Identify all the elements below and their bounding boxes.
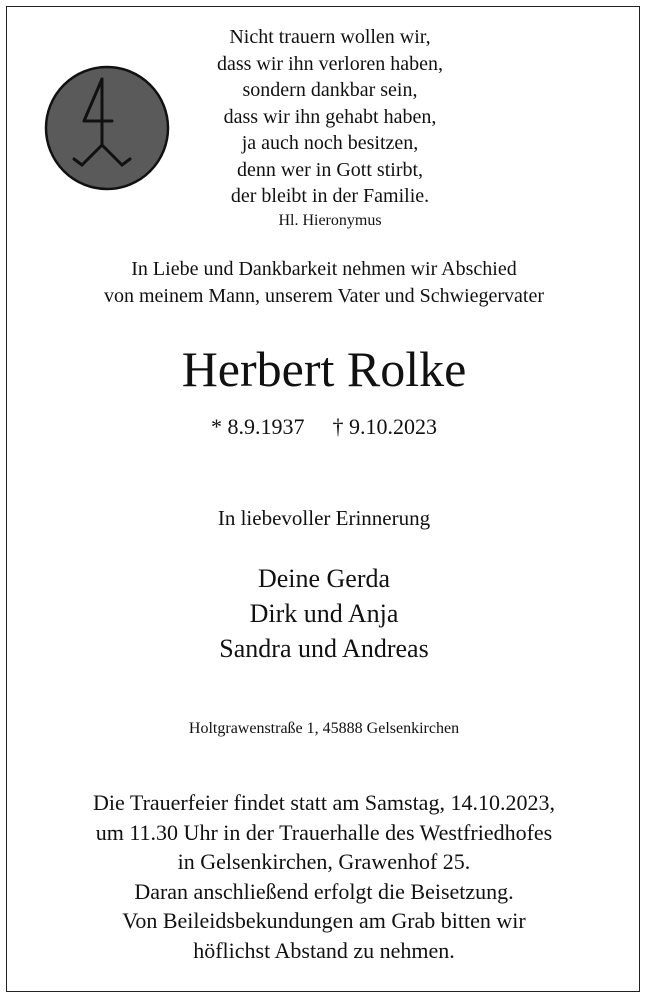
- poem-line: sondern dankbar sein,: [242, 79, 418, 101]
- funeral-line: Die Trauerfeier findet statt am Samstag, 14.10.2023,: [93, 790, 555, 815]
- poem-line: dass wir ihn verloren haben,: [216, 52, 444, 75]
- family-signatures: [0, 561, 648, 666]
- poem: [170, 24, 490, 232]
- poem-line: dass wir ihn gehabt haben,: [223, 105, 437, 128]
- intro-line: von meinem Mann, unserem Vater und Schwiegervater: [103, 285, 545, 307]
- poem-line: ja auch noch besitzen,: [241, 132, 419, 154]
- poem-line: denn wer in Gott stirbt,: [236, 158, 424, 181]
- intro-line: In Liebe und Dankbarkeit nehmen wir Abschied: [131, 258, 517, 280]
- family-member: Dirk und Anja: [249, 599, 399, 628]
- memory-line: In liebevoller Erinnerung: [217, 506, 431, 530]
- life-dates: [0, 412, 648, 442]
- poem-attribution: Hl. Hieronymus: [278, 211, 382, 229]
- deceased-name: Herbert Rolke: [181, 341, 467, 397]
- farewell-intro: [0, 256, 648, 310]
- funeral-line: um 11.30 Uhr in der Trauerhalle des Westfriedhofes: [95, 819, 553, 845]
- funeral-line: Daran anschließend erfolgt die Beisetzung.: [134, 878, 514, 904]
- funeral-line: Von Beileidsbekundungen am Grab bitten wir: [122, 908, 526, 933]
- funeral-info: [0, 788, 648, 965]
- family-member: Sandra und Andreas: [219, 634, 429, 663]
- address: Holtgrawenstraße 1, 45888 Gelsenkirchen: [188, 720, 460, 737]
- family-member: Deine Gerda: [257, 564, 391, 593]
- poem-line: Nicht trauern wollen wir,: [229, 26, 431, 48]
- poem-line: der bleibt in der Familie.: [230, 185, 430, 207]
- death-date: † 9.10.2023: [332, 414, 437, 439]
- funeral-line: in Gelsenkirchen, Grawenhof 25.: [177, 849, 471, 874]
- cross-emblem-icon: [44, 65, 170, 191]
- funeral-line: höflichst Abstand zu nehmen.: [193, 937, 455, 963]
- birth-date: * 8.9.1937: [211, 414, 305, 439]
